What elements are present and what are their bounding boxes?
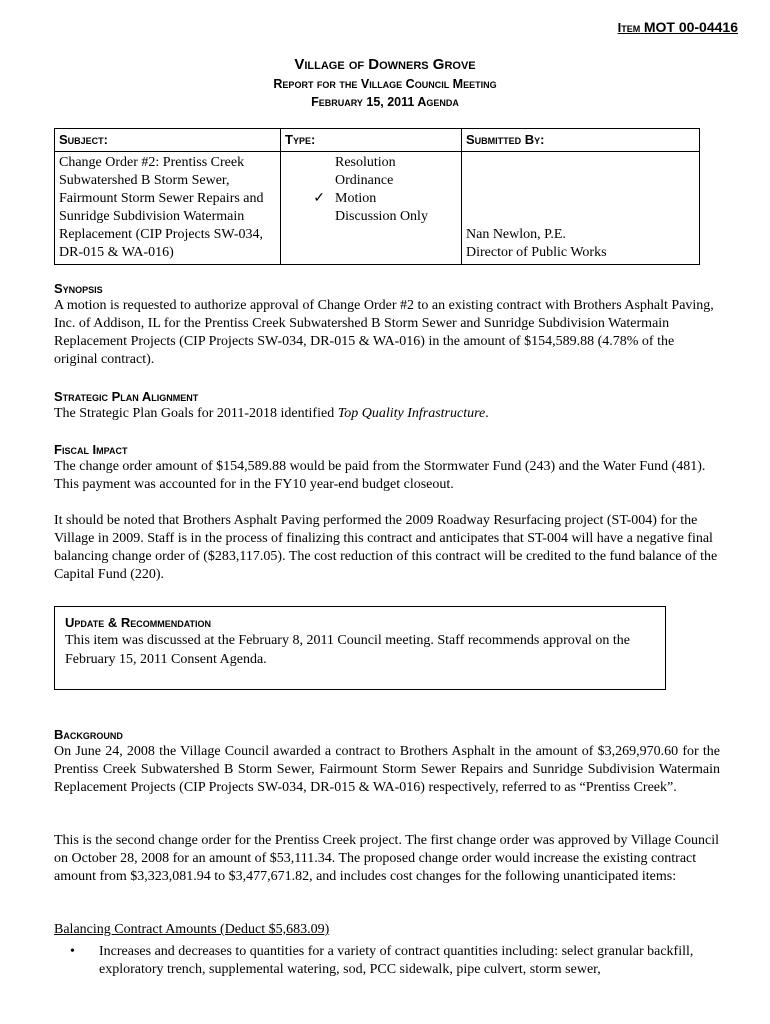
- bullet-text: Increases and decreases to quantities for a variety of contract quantities including: select granular backfill, exploratory trench, supplemental watering, sod, PCC sidewalk, pipe culvert, storm sewer,: [99, 944, 694, 977]
- submitted-by-label: Submitted By:: [462, 129, 700, 152]
- fiscal-paragraph-1: The change order amount of $154,589.88 would be paid from the Stormwater Fund (243) and the Water Fund (481). This payment was accounted for in the FY10 year-end budget closeout.: [54, 459, 706, 492]
- checkmark-icon: ✓: [313, 191, 325, 206]
- synopsis-text: A motion is requested to authorize approval of Change Order #2 to an existing contract with Brothers Asphalt Paving, Inc. of Addison, IL for the Prentiss Creek Subwatershed B Storm Sewer and Sunridge Subdivision Watermain Replacement Projects (CIP Projects SW-034, DR-015 & WA-016) in the amount of $154,589.88 (4.78% of the original contract).: [54, 298, 714, 367]
- type-option-ordinance: Ordinance: [335, 173, 394, 188]
- item-number: [618, 19, 738, 35]
- report-title: Village of Downers Grove: [294, 56, 476, 73]
- submitted-by: [462, 152, 700, 265]
- update-heading: Update & Recommendation: [65, 615, 212, 630]
- subject-text: Change Order #2: Prentiss Creek Subwatershed B Storm Sewer, Fairmount Storm Sewer Repairs and Sunridge Subdivision Watermain Replacement (CIP Projects SW-034, DR-015 & WA-016): [55, 152, 281, 265]
- type-label: Type:: [281, 129, 462, 152]
- strategic-text: [54, 405, 720, 423]
- synopsis-heading: Synopsis: [54, 281, 103, 296]
- bullet-icon: •: [70, 944, 75, 959]
- item-prefix: Item: [617, 20, 641, 35]
- type-option-resolution: Resolution: [335, 155, 396, 170]
- submitter-name: Nan Newlon, P.E.: [466, 227, 566, 242]
- type-list: [281, 152, 462, 265]
- item-number-value: MOT 00-04416: [643, 19, 738, 35]
- update-box: [54, 606, 666, 690]
- strategic-goal: Top Quality Infrastructure: [337, 406, 486, 421]
- subject-label: Subject:: [55, 129, 281, 152]
- strategic-text-a: The Strategic Plan Goals for 2011-2018 identified: [54, 406, 338, 421]
- background-paragraph-1: On June 24, 2008 the Village Council awarded a contract to Brothers Asphalt in the amount of $3,269,970.60 for the Prentiss Creek Subwatershed B Storm Sewer, Fairmount Storm Sewer Repairs and Sunridge Subdivision Watermain Replacement Projects (CIP Projects SW-034, DR-015 & WA-016) respectively, referred to as “Prentiss Creek”.: [54, 744, 720, 795]
- balancing-subheading: Balancing Contract Amounts (Deduct $5,683.09): [54, 922, 330, 937]
- background-heading: Background: [54, 727, 123, 742]
- checkbox-empty: [285, 172, 335, 190]
- type-option-discussion-only: Discussion Only: [335, 209, 428, 224]
- checkbox-empty: [285, 154, 335, 172]
- info-table: [54, 128, 700, 265]
- list-item: [54, 943, 720, 979]
- update-text: This item was discussed at the February 8, 2011 Council meeting. Staff recommends approval on the February 15, 2011 Consent Agenda.: [65, 633, 630, 667]
- fiscal-paragraph-2: It should be noted that Brothers Asphalt Paving performed the 2009 Roadway Resurfacing project (ST-004) for the Village in 2009. Staff is in the process of finalizing this contract and anticipates that ST-004 will have a negative final balancing change order of ($283,117.05). The cost reduction of this contract will be credited to the fund balance of the Capital Fund (220).: [54, 513, 718, 582]
- type-option-motion: Motion: [335, 191, 377, 206]
- checkbox-empty: [285, 208, 335, 226]
- report-subtitle: Report for the Village Council Meeting: [273, 77, 497, 91]
- submitter-title: Director of Public Works: [466, 245, 607, 260]
- agenda-date: February 15, 2011 Agenda: [311, 95, 459, 109]
- fiscal-heading: Fiscal Impact: [54, 442, 128, 457]
- background-paragraph-2: This is the second change order for the Prentiss Creek project. The first change order was approved by Village Council on October 28, 2008 for an amount of $53,111.34. The proposed change order would increase the existing contract amount from $3,323,081.94 to $3,477,671.82, and includes cost changes for the following unanticipated items:: [54, 833, 719, 884]
- strategic-heading: Strategic Plan Alignment: [54, 389, 199, 404]
- strategic-text-b: .: [485, 406, 489, 421]
